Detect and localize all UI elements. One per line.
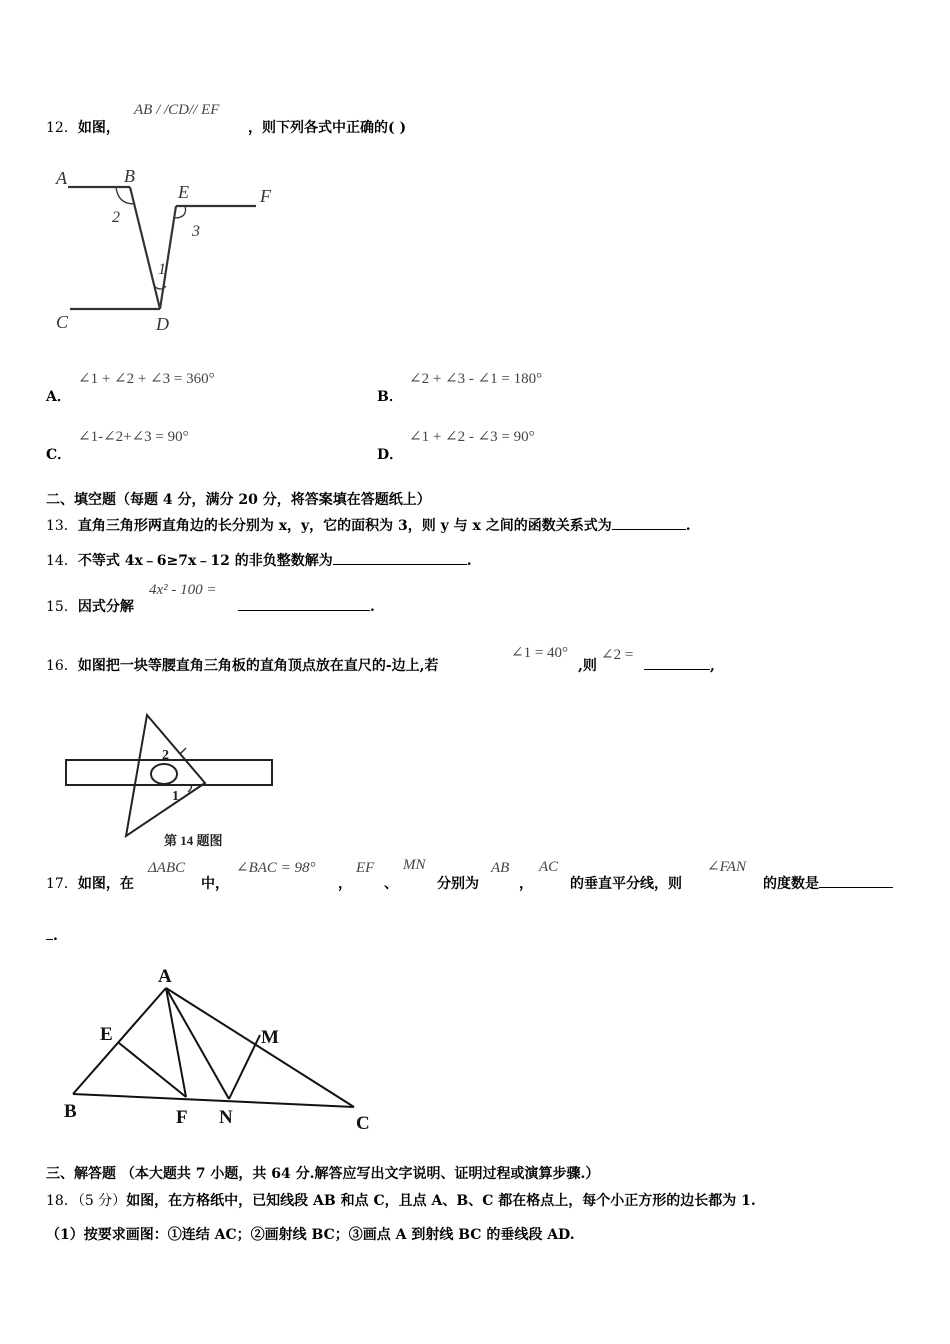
q12-option-c-expr: ∠1-∠2+∠3 = 90° (78, 429, 189, 445)
q12-option-a-letter: A． (46, 389, 71, 405)
q17-label-E: E (100, 1024, 113, 1045)
side-AC (166, 988, 354, 1107)
q12-prefix: 如图， (77, 120, 120, 136)
q12-option-d-letter: D． (377, 447, 404, 463)
q16-caption: 第 14 题图 (164, 833, 223, 848)
q17-t1: 如图，在 (77, 876, 134, 892)
label-F: F (260, 186, 271, 206)
q16-label-angle-1: 1 (172, 789, 179, 804)
q17-e5: AB (491, 860, 510, 876)
line-BD (130, 187, 160, 309)
q15-text: 因式分解 (77, 599, 134, 615)
q13-answer-blank[interactable] (612, 515, 686, 530)
q17-label-M: M (261, 1027, 279, 1048)
label-angle-3: 3 (192, 223, 200, 240)
q12-option-d-expr: ∠1 + ∠2 - ∠3 = 90° (409, 429, 535, 445)
q14-end: . (466, 553, 472, 569)
q15-end: . (370, 599, 375, 615)
q16-label-angle-2: 2 (162, 748, 169, 763)
label-C: C (56, 312, 69, 332)
q14-number: 14． (46, 553, 78, 569)
q17-t7: 的垂直平分线，则 (570, 876, 682, 892)
q18-score: （5 分） (77, 1193, 127, 1209)
q17-label-A: A (158, 966, 172, 987)
q12-option-b-letter: B． (377, 389, 403, 405)
q13-text: 直角三角形两直角边的长分别为 x，y，它的面积为 3，则 y 与 x 之间的函数关系式为 (77, 518, 612, 534)
q17-t5: 分别为 (437, 876, 479, 892)
q16-expr2: ∠2 = (601, 647, 634, 663)
q17-figure (55, 960, 385, 1135)
q17-end: . (53, 928, 58, 944)
q12-figure (50, 160, 290, 340)
q16-number: 16． (46, 658, 78, 674)
q16-end: , (710, 658, 715, 674)
q17-t6: ， (519, 876, 533, 892)
section2-heading: 二、填空题（每题 4 分，满分 20 分，将答案填在答题纸上） (46, 492, 431, 508)
q12-line (46, 117, 120, 137)
q12-option-c-letter: C． (46, 447, 72, 463)
q17-e4: MN (403, 857, 426, 873)
q12-option-a-expr: ∠1 + ∠2 + ∠3 = 360° (78, 371, 215, 387)
q17-t2: 中， (201, 876, 229, 892)
q16-answer-blank[interactable] (644, 655, 710, 670)
q16-tail (644, 655, 715, 674)
label-A: A (56, 168, 67, 188)
label-E: E (178, 182, 189, 202)
q17-number: 17． (46, 876, 78, 892)
q17-label-F: F (176, 1107, 188, 1128)
q17-lead (46, 873, 134, 893)
label-angle-1: 1 (158, 261, 166, 278)
set-square-hole (151, 764, 177, 784)
q16-expr1: ∠1 = 40° (511, 645, 569, 661)
section3-heading: 三、解答题 （本大题共 7 小题，共 64 分.解答应写出文字说明、证明过程或演算步骤.） (46, 1166, 600, 1182)
q18-line (46, 1190, 756, 1210)
q17-t4: 、 (384, 876, 398, 892)
line-ED (160, 206, 176, 309)
label-B: B (124, 166, 135, 186)
q13-end: . (685, 518, 691, 534)
q17-e2: ∠BAC = 98° (236, 860, 316, 876)
q15-tail (238, 596, 375, 615)
q16-figure (60, 710, 290, 848)
q15-line (46, 596, 134, 616)
q17-answer-blank[interactable] (819, 873, 893, 888)
q16-line (46, 655, 439, 675)
q17-e6: AC (539, 859, 559, 875)
q18-number: 18． (46, 1193, 78, 1209)
seg-EF (119, 1043, 186, 1097)
q17-e7: ∠FAN (707, 859, 746, 875)
q17-t8: 的度数是 (763, 876, 819, 892)
q17-t3: ， (338, 876, 352, 892)
q12-condition: AB / /CD// EF (134, 102, 220, 118)
q17-answer-blank-cont[interactable] (46, 925, 53, 940)
q13-number: 13． (46, 518, 78, 534)
side-AB (73, 988, 166, 1094)
q17-label-C: C (356, 1113, 370, 1134)
q15-answer-blank[interactable] (238, 596, 370, 611)
set-square (126, 715, 205, 836)
q15-expr: 4x² - 100 = (149, 582, 217, 598)
q15-number: 15． (46, 599, 78, 615)
q12-suffix: ，则下列各式中正确的( ) (248, 120, 407, 136)
q12-option-b-expr: ∠2 + ∠3 - ∠1 = 180° (409, 371, 543, 387)
label-D: D (156, 314, 169, 334)
side-BC (73, 1094, 354, 1107)
seg-MN (229, 1035, 260, 1099)
q14-line (46, 550, 472, 570)
q17-second-line (46, 925, 58, 944)
q18-sub1: （1）按要求画图：①连结 AC；②画射线 BC；③画点 A 到射线 BC 的垂线段 AD. (46, 1227, 575, 1243)
q16-text: 如图把一块等腰直角三角板的直角顶点放在直尺的-边上,若 (77, 658, 439, 674)
q17-label-N: N (219, 1107, 233, 1128)
q17-e1: ΔABC (148, 860, 186, 876)
q14-answer-blank[interactable] (333, 550, 467, 565)
q14-text: 不等式 4x﹣6≥7x﹣12 的非负整数解为 (77, 553, 333, 569)
angle-2-mark (180, 748, 186, 754)
q17-e3: EF (356, 860, 375, 876)
q17-tail (763, 873, 893, 893)
q18-text: 如图，在方格纸中，已知线段 AB 和点 C，且点 A、B、C 都在格点上，每个小正方形的边长都为 1. (126, 1193, 756, 1209)
label-angle-2: 2 (112, 209, 120, 226)
q17-label-B: B (64, 1101, 77, 1122)
q16-mid: ,则 (578, 658, 597, 674)
q12-number: 12． (46, 120, 78, 136)
q13-line (46, 515, 691, 535)
